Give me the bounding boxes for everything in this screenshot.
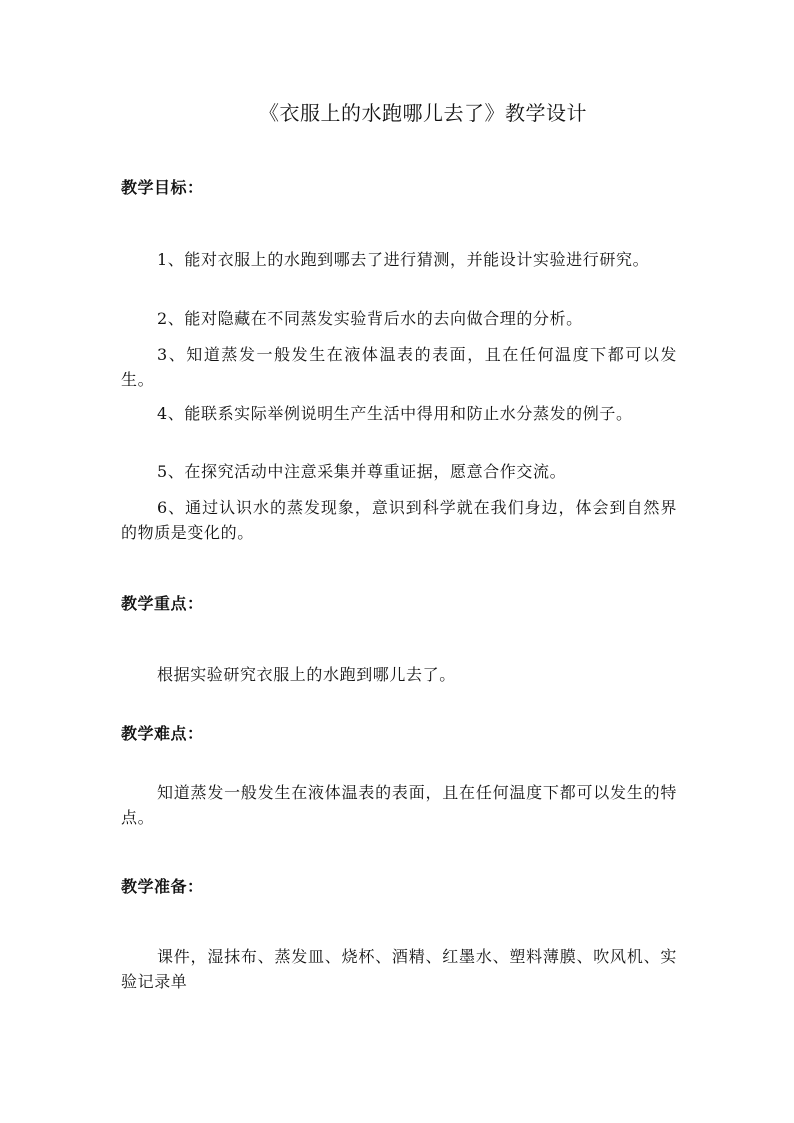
- objective-item-5: 5、在探究活动中注意采集并尊重证据，愿意合作交流。: [157, 462, 567, 481]
- objective-item-6: 6、通过认识水的蒸发现象，意识到科学就在我们身边，体会到自然界的物质是变化的。: [121, 498, 677, 542]
- difficulty-heading: 教学难点：: [121, 724, 204, 743]
- preparation-heading: 教学准备：: [121, 877, 204, 896]
- objective-item-2: 2、能对隐藏在不同蒸发实验背后水的去向做合理的分析。: [157, 309, 583, 328]
- objectives-heading: 教学目标：: [121, 178, 204, 197]
- key-point-text: 根据实验研究衣服上的水跑到哪儿去了。: [157, 665, 456, 684]
- key-point-heading: 教学重点：: [121, 594, 204, 613]
- preparation-text: 课件，湿抹布、蒸发皿、烧杯、酒精、红墨水、塑料薄膜、吹风机、实验记录单: [121, 947, 677, 991]
- objective-item-4: 4、能联系实际举例说明生产生活中得用和防止水分蒸发的例子。: [157, 404, 633, 423]
- difficulty-text: 知道蒸发一般发生在液体温表的表面，且在任何温度下都可以发生的特点。: [121, 783, 677, 827]
- objective-item-1: 1、能对衣服上的水跑到哪去了进行猜测，并能设计实验进行研究。: [157, 250, 650, 269]
- objective-item-3: 3、知道蒸发一般发生在液体温表的表面，且在任何温度下都可以发生。: [121, 345, 677, 389]
- document-title: 《衣服上的水跑哪儿去了》教学设计: [259, 101, 587, 125]
